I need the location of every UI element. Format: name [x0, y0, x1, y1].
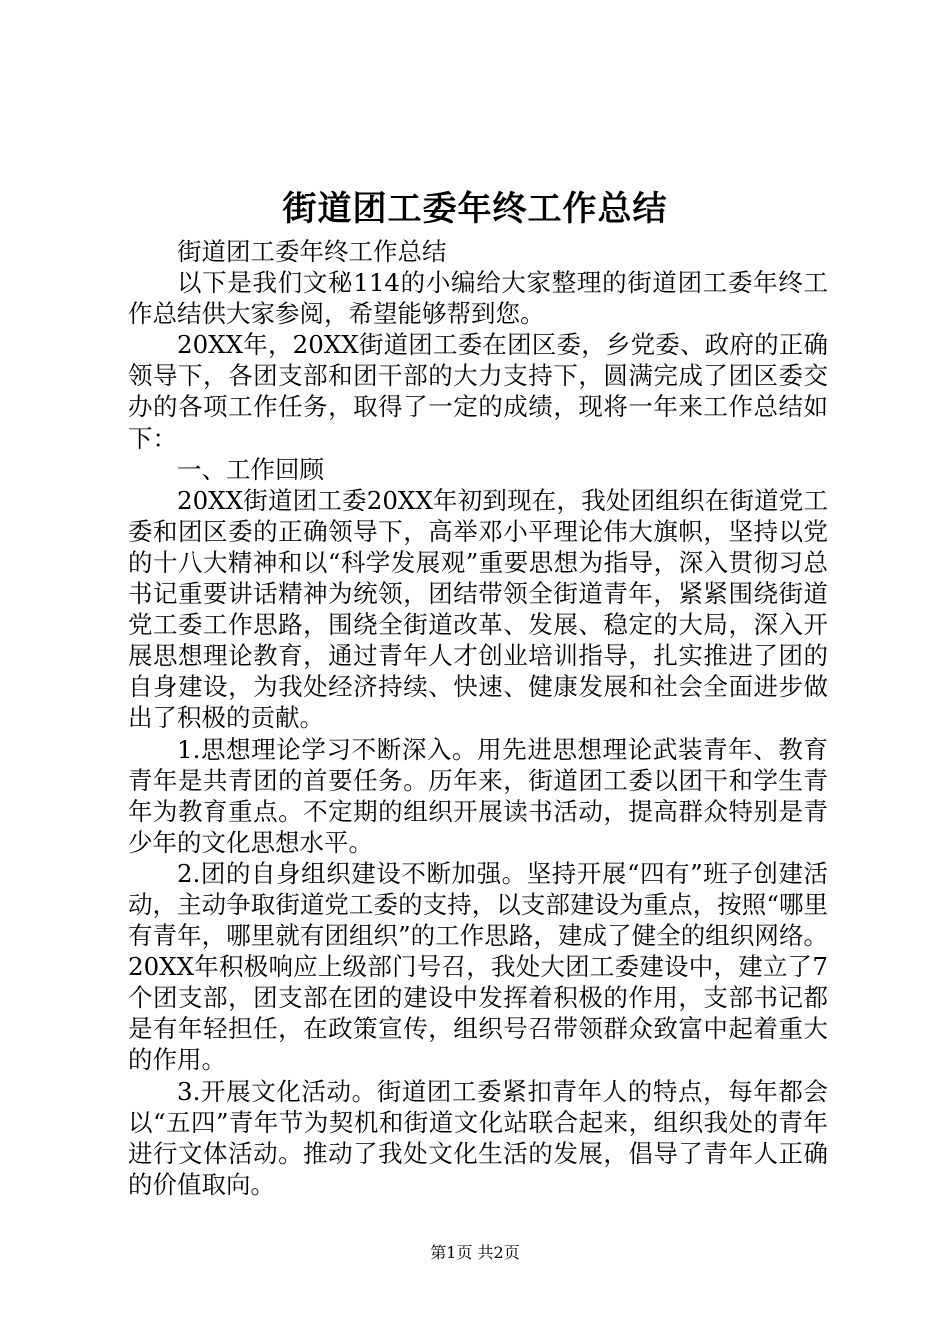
paragraph-subtitle: 街道团工委年终工作总结 [177, 237, 447, 266]
paragraph-item-3: 3.开展文化活动。街道团工委紧扣青年人的特点，每年都会以“五四”青年节为契机和街道文化站联合起来，组织我处的青年进行文体活动。推动了我处文化生活的发展，倡导了青年人正确的价值取向。 [128, 1076, 828, 1199]
page-title: 街道团工委年终工作总结 [282, 189, 668, 229]
paragraph-review: 20XX街道团工委20XX年初到现在，我处团组织在街道党工委和团区委的正确领导下，高举邓小平理论伟大旗帜，坚持以党的十八大精神和以“科学发展观”重要思想为指导，深入贯彻习总书记重要讲话精神为统领，团结带领全街道青年，紧紧围绕街道党工委工作思路，围绕全街道改革、发展、稳定的大局，深入开展思想理论教育，通过青年人才创业培训指导，扎实推进了团的自身建设，为我处经济持续、快速、健康发展和社会全面进步做出了积极的贡献。 [128, 485, 828, 733]
document-body [128, 236, 828, 1200]
paragraph-item-2: 2.团的自身组织建设不断加强。坚持开展“四有”班子创建活动，主动争取街道党工委的支持，以支部建设为重点，按照“哪里有青年，哪里就有团组织”的工作思路，建成了健全的组织网络。20XX年积极响应上级部门号召，我处大团工委建设中，建立了7个团支部，团支部在团的建设中发挥着积极的作用，支部书记都是有年轻担任，在政策宣传，组织号召带领群众致富中起着重大的作用。 [128, 858, 828, 1075]
paragraph-intro: 以下是我们文秘114的小编给大家整理的街道团工委年终工作总结供大家参阅，希望能够帮到您。 [128, 268, 828, 329]
section-heading-review: 一、工作回顾 [177, 454, 324, 484]
paragraph-item-1: 1.思想理论学习不断深入。用先进思想理论武装青年、教育青年是共青团的首要任务。历年来，街道团工委以团干和学生青年为教育重点。不定期的组织开展读书活动，提高群众特别是青少年的文化思想水平。 [128, 734, 828, 857]
page-number-footer: 第1页 共2页 [430, 1243, 520, 1262]
paragraph-summary: 20XX年，20XX街道团工委在团区委，乡党委、政府的正确领导下，各团支部和团干部的大力支持下，圆满完成了团区委交办的各项工作任务，取得了一定的成绩，现将一年来工作总结如下： [128, 330, 828, 453]
